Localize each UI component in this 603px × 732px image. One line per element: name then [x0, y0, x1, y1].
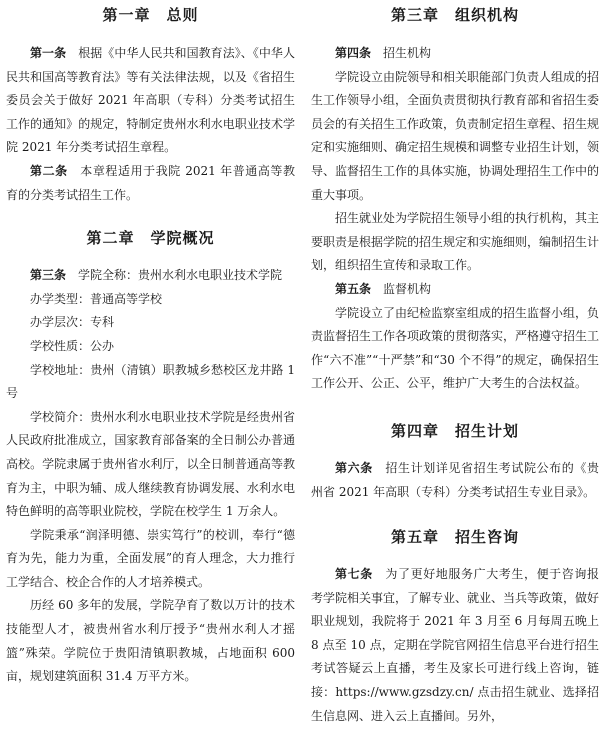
article-3-text: 学院全称：贵州水利水电职业技术学院: [78, 268, 283, 283]
article-4-text: 招生机构: [383, 46, 432, 60]
article-3-label: 第三条: [30, 268, 67, 283]
article-5-label: 第五条: [335, 281, 372, 296]
article-1-text: 根据《中华人民共和国教育法》、《中华人民共和国高等教育法》等有关法律法规，以及《省招生委员会关于做好 2021 年高职（专科）分类考试招生工作的通知》的规定，特制定贵州水利水电职业技术学院 2021 年分类考试招生章程。: [6, 46, 295, 155]
school-history: 历经 60 多年的发展，学院孕育了数以万计的技术技能型人才，被贵州省水利厅授予“贵州水利人才摇篮”殊荣。学院位于贵阳清镇职教城，占地面积 600 亩，规划建筑面积 31.4 万平方米。: [6, 598, 295, 684]
article-7: [311, 563, 599, 728]
article-2-text: 本章程适用于我院 2021 年普通高等教育的分类考试招生工作。: [6, 163, 295, 202]
school-address: 学校地址：贵州（清镇）职教城乡愁校区龙井路 1 号: [6, 362, 295, 401]
article-6-label: 第六条: [335, 460, 373, 475]
article-6: [311, 457, 599, 504]
school-intro: 学校简介：贵州水利水电职业技术学院是经贵州省人民政府批准成立，国家教育部备案的全日制公办普通高校。学院隶属于贵州省水利厅，以全日制普通高等教育为主，中职为辅、成人继续教育协调发展、水利水电特色鲜明的高等职业院校，学院在校学生 1 万余人。: [6, 409, 295, 519]
school-level: 办学层次：专科: [30, 315, 115, 330]
supervision-paragraph: 学院设立了由纪检监察室组成的招生监督小组，负责监督招生工作各项政策的贯彻落实，严格遵守招生工作“六不准”“十严禁”和“30 个不得”的规定，确保招生工作公开、公正、公平，维护广大考生的合法权益。: [311, 305, 600, 391]
article-7-label: 第七条: [335, 567, 373, 582]
school-type: 办学类型：普通高等学校: [30, 291, 163, 306]
chapter-2-title: 第二章 学院概况: [86, 229, 215, 248]
article-1: [6, 42, 295, 160]
org-paragraph-1: 学院设立由院领导和相关职能部门负责人组成的招生工作领导小组，全面负责贯彻执行教育部和省招生委员会的有关招生工作政策，负责制定招生章程、招生规定和实施细则、确定招生规模和调整专业招生计划，领导、监督招生工作的具体实施，协调处理招生工作中的重大事项。: [311, 69, 600, 202]
article-2-label: 第二条: [30, 163, 68, 178]
article-5: [311, 278, 599, 302]
article-3: [6, 264, 295, 288]
org-paragraph-2: 招生就业处为学院招生领导小组的执行机构，其主要职责是根据学院的招生规定和实施细则，编制招生计划，组织招生宣传和录取工作。: [311, 211, 600, 273]
article-7-text: 为了更好地服务广大考生，便于咨询报考学院相关事宜，了解专业、就业、当兵等政策，做好职业规划，我院将于 2021 年 3 月至 6 月每周五晚上 8 点至 10 点，定期在学院官网招生信息平台进行招生考试答疑云上直播，考生及家长可进行线上咨询，链接：https://www.gzsdzy.cn/ 点击招生就业、选择招生信息网、进入云上直播间。另外，: [311, 567, 600, 723]
left-column: [6, 0, 295, 732]
article-5-text: 监督机构: [383, 281, 432, 296]
right-column: [311, 0, 599, 732]
article-4: [311, 42, 599, 66]
chapter-4-title: 第四章 招生计划: [390, 421, 519, 440]
school-motto: 学院秉承“润泽明德、崇实笃行”的校训，奉行“德育为先，能力为重，全面发展”的育人理念，大力推行工学结合、校企合作的人才培养模式。: [6, 527, 295, 589]
article-1-label: 第一条: [30, 46, 67, 60]
school-nature: 学校性质：公办: [30, 338, 115, 353]
article-4-label: 第四条: [335, 46, 372, 60]
chapter-5-title: 第五章 招生咨询: [390, 528, 519, 547]
chapter-3-title: 第三章 组织机构: [390, 6, 519, 24]
article-2: [6, 160, 295, 207]
article-6-text: 招生计划详见省招生考试院公布的《贵州省 2021 年高职（专科）分类考试招生专业目录》。: [311, 460, 599, 499]
chapter-1-title: 第一章 总则: [102, 6, 199, 24]
